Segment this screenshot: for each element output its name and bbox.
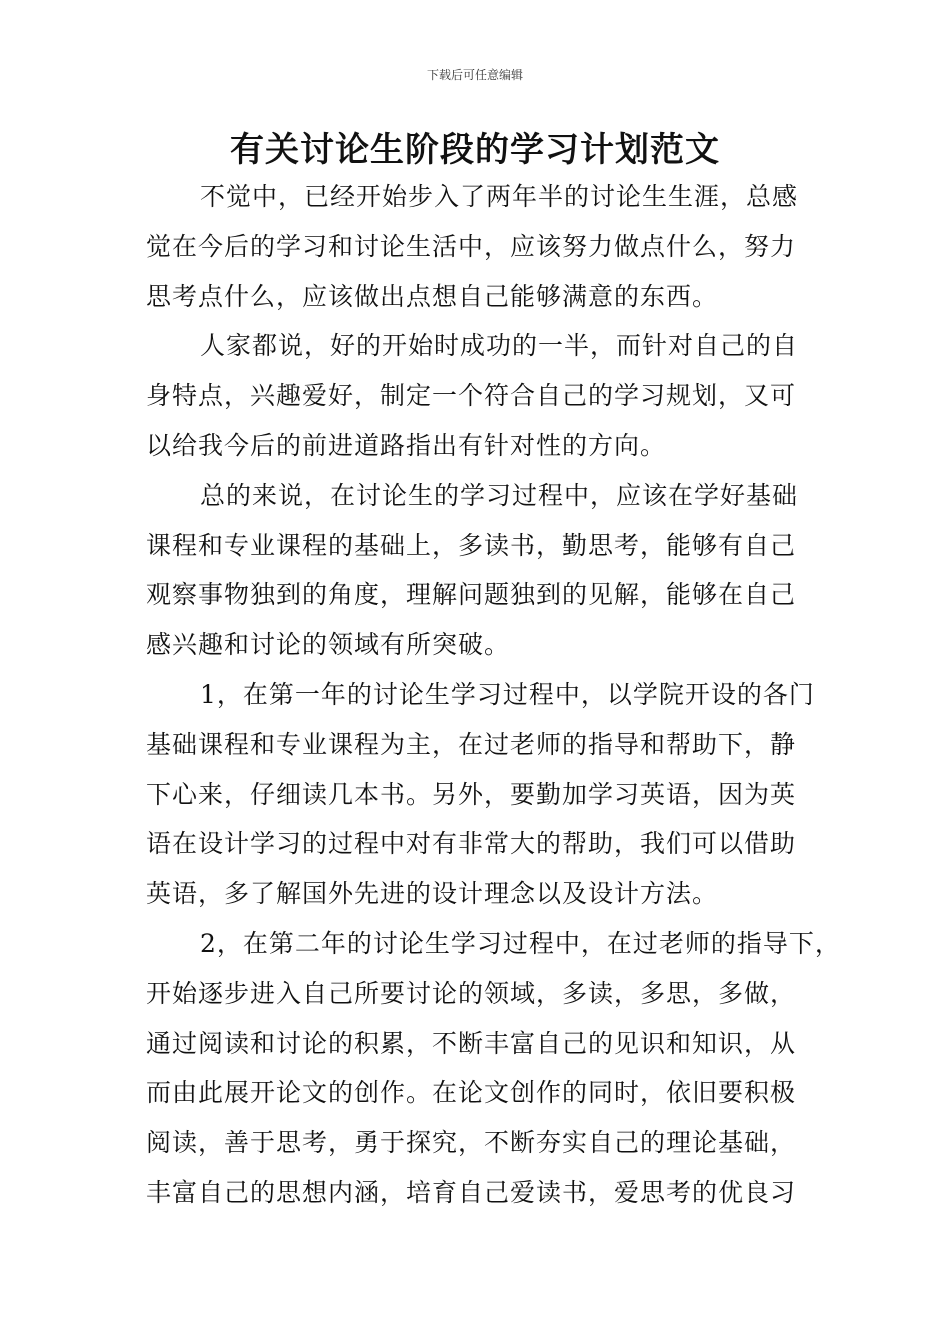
text-line: 而由此展开论文的创作。在论文创作的同时，依旧要积极 (146, 1078, 797, 1108)
text-line: 丰富自己的思想内涵，培育自己爱读书，爱思考的优良习 (146, 1177, 797, 1207)
text-line: 1，在第一年的讨论生学习过程中，以学院开设的各门 (200, 679, 815, 709)
text-line: 思考点什么，应该做出点想自己能够满意的东西。 (146, 281, 719, 311)
paragraph-3 (146, 471, 816, 670)
text-line: 觉在今后的学习和讨论生活中，应该努力做点什么，努力 (146, 231, 797, 261)
paragraph-4 (146, 670, 816, 919)
header-note: 下载后可任意编辑 (426, 68, 523, 82)
text-line: 语在设计学习的过程中对有非常大的帮助，我们可以借助 (146, 829, 797, 859)
paragraph-1 (146, 172, 816, 321)
text-line: 感兴趣和讨论的领域有所突破。 (146, 630, 511, 660)
document-body (146, 172, 841, 1218)
text-line: 阅读，善于思考，勇于探究，不断夯实自己的理论基础， (146, 1128, 797, 1158)
text-line: 开始逐步进入自己所要讨论的领域，多读，多思，多做， (146, 978, 797, 1008)
text-line: 通过阅读和讨论的积累，不断丰富自己的见识和知识，从 (146, 1028, 797, 1058)
text-line: 人家都说，好的开始时成功的一半，而针对自己的自 (200, 331, 799, 361)
text-line: 英语，多了解国外先进的设计理念以及设计方法。 (146, 879, 719, 909)
text-line: 以给我今后的前进道路指出有针对性的方向。 (146, 430, 667, 460)
text-line: 不觉中，已经开始步入了两年半的讨论生生涯，总感 (200, 182, 799, 211)
text-line: 课程和专业课程的基础上，多读书，勤思考，能够有自己 (146, 530, 797, 560)
text-line: 基础课程和专业课程为主，在过老师的指导和帮助下，静 (146, 729, 797, 759)
text-line: 下心来，仔细读几本书。另外，要勤加学习英语，因为英 (146, 779, 797, 809)
text-line: 总的来说，在讨论生的学习过程中，应该在学好基础 (200, 480, 799, 510)
text-line: 2，在第二年的讨论生学习过程中，在过老师的指导下， (200, 928, 841, 958)
paragraph-2 (146, 321, 816, 470)
paragraph-5 (146, 919, 841, 1218)
document-title: 有关讨论生阶段的学习计划范文 (230, 130, 720, 170)
text-line: 身特点，兴趣爱好，制定一个符合自己的学习规划，又可 (146, 381, 797, 411)
text-line: 观察事物独到的角度，理解问题独到的见解，能够在自己 (146, 580, 797, 610)
